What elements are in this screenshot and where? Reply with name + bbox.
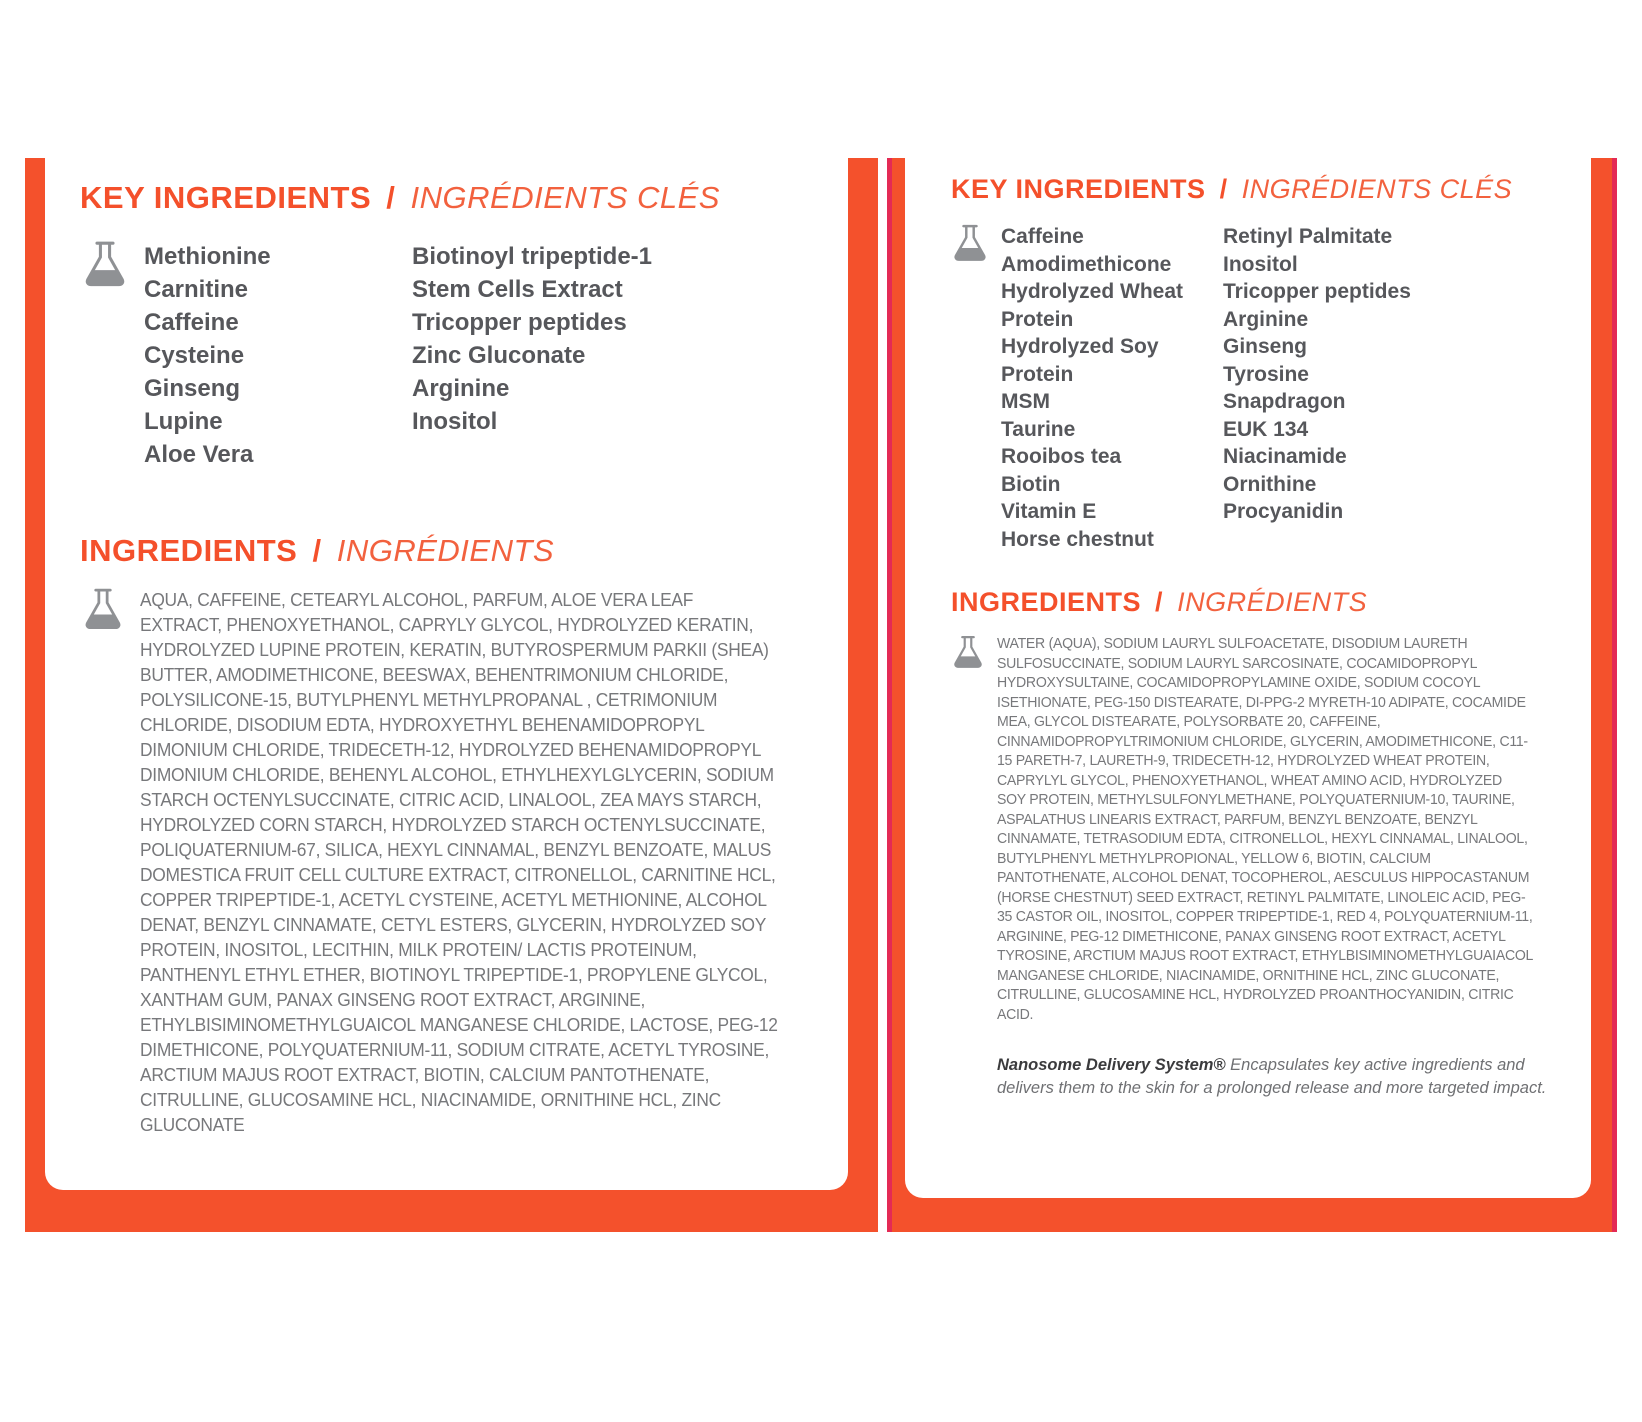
left-key-ingredients-column-1 — [144, 240, 412, 471]
key-ingredient-item: Procyanidin — [1223, 500, 1344, 523]
right-key-ingredients-column-1 — [1001, 223, 1213, 553]
heading-french: INGRÉDIENTS CLÉS — [410, 180, 720, 215]
heading-separator: / — [1219, 174, 1228, 204]
heading-separator: / — [312, 533, 322, 568]
right-panel-content — [905, 158, 1591, 1198]
heading-french: INGRÉDIENTS CLÉS — [1241, 174, 1513, 204]
heading-separator: / — [386, 180, 396, 215]
left-key-ingredients-column-2 — [412, 240, 752, 438]
right-ingredients-list-text: WATER (AQUA), SODIUM LAURYL SULFOACETATE, DISODIUM LAURETH SULFOSUCCINATE, SODIUM LAURYL SARCOSINATE, COCAMIDOPROPYL HYDROXYSULTAINE, COCAMIDOPROPYLAMINE OXIDE, SODIUM COCOYL ISETHIONATE, PEG-150 DISTEARATE, DI-PPG-2 MYRETH-10 ADIPATE, COCAMIDE MEA, GLYCOL DISTEARATE, POLYSORBATE 20, CAFFEINE, CINNAMIDOPROPYLTRIMONIUM CHLORIDE, GLYCERIN, AMODIMETHICONE, C11-15 PARETH-7, LAURETH-9, TRIDECETH-12, HYDROLYZED WHEAT PROTEIN, CAPRYLYL GLYCOL, PHENOXYETHANOL, WHEAT AMINO ACID, HYDROLYZED SOY PROTEIN, METHYLSULFONYLMETHANE, POLYQUATERNIUM-10, TAURINE, ASPALATHUS LINEARIS EXTRACT, PARFUM, BENZYL BENZOATE, BENZYL CINNAMATE, TETRASODIUM EDTA, CITRONELLOL, HEXYL CINNAMAL, LINALOOL, BUTYLPHENYL METHYLPROPIONAL, YELLOW 6, BIOTIN, CALCIUM PANTOTHENATE, ALCOHOL DENAT, TOCOPHEROL, AESCULUS HIPPOCASTANUM (HORSE CHESTNUT) SEED EXTRACT, RETINYL PALMITATE, LINOLEIC ACID, PEG-35 CASTOR OIL, INOSITOL, COPPER TRIPEPTIDE-1, RED 4, POLYQUATERNIUM-11, ARGININE, PEG-12 DIMETHICONE, PANAX GINSENG ROOT EXTRACT, ACETYL TYROSINE, ARCTIUM MAJUS ROOT EXTRACT, ETHYLBISIMINOMETHYLGUAIACOL MANGANESE CHLORIDE, NIACINAMIDE, ORNITHINE HCL, ZINC GLUCONATE, CITRULLINE, GLUCOSAMINE HCL, HYDROLYZED PROANTHOCYANIDIN, CITRIC ACID. — [997, 635, 1533, 1023]
nanosome-delivery-footnote — [997, 1054, 1557, 1100]
left-ingredients-section — [80, 587, 820, 1137]
key-ingredient-item: Ginseng — [144, 375, 241, 402]
key-ingredient-item: Ginseng — [1223, 335, 1308, 358]
right-key-ingredients-section — [951, 223, 1567, 553]
footnote-text: Encapsulates key active ingredients and delivers them to the skin for a prolonged release and more targeted impact. — [997, 1056, 1547, 1097]
footnote-title: Nanosome Delivery System® — [997, 1056, 1226, 1074]
key-ingredient-item: Lupine — [144, 408, 223, 435]
heading-english: INGREDIENTS — [80, 533, 298, 568]
key-ingredient-item: EUK 134 — [1223, 417, 1309, 441]
key-ingredient-item: Hydrolyzed Wheat Protein — [1001, 280, 1184, 331]
left-ingredients-list-text: AQUA, CAFFEINE, CETEARYL ALCOHOL, PARFUM, ALOE VERA LEAF EXTRACT, PHENOXYETHANOL, CAPRYLY GLYCOL, HYDROLYZED KERATIN, HYDROLYZED LUPINE PROTEIN, KERATIN, BUTYROSPERMUM PARKII (SHEA) BUTTER, AMODIMETHICONE, BEESWAX, BEHENTRIMONIUM CHLORIDE, POLYSILICONE-15, BUTYLPHENYL METHYLPROPANAL , CETRIMONIUM CHLORIDE, DISODIUM EDTA, HYDROXYETHYL BEHENAMIDOPROPYL DIMONIUM CHLORIDE, TRIDECETH-12, HYDROLYZED BEHENAMIDOPROPYL DIMONIUM CHLORIDE, BEHENYL ALCOHOL, ETHYLHEXYLGLYCERIN, SODIUM STARCH OCTENYLSUCCINATE, CITRIC ACID, LINALOOL, ZEA MAYS STARCH, HYDROLYZED CORN STARCH, HYDROLYZED STARCH OCTENYLSUCCINATE, POLIQUATERNIUM-67, SILICA, HEXYL CINNAMAL, BENZYL BENZOATE, MALUS DOMESTICA FRUIT CELL CULTURE EXTRACT, CITRONELLOL, CARNITINE HCL, COPPER TRIPEPTIDE-1, ACETYL CYSTEINE, ACETYL METHIONINE, ALCOHOL DENAT, BENZYL CINNAMATE, CETYL ESTERS, GLYCERIN, HYDROLYZED SOY PROTEIN, INOSITOL, LECITHIN, MILK PROTEIN/ LACTIS PROTEINUM, PANTHENYL ETHYL ETHER, BIOTINOYL TRIPEPTIDE-1, PROPYLENE GLYCOL, XANTHAM GUM, PANAX GINSENG ROOT EXTRACT, ARGININE, ETHYLBISIMINOMETHYLGUAICOL MANGANESE CHLORIDE, LACTOSE, PEG-12 DIMETHICONE, POLYQUATERNIUM-11, SODIUM CITRATE, ACETYL TYROSINE, ARCTIUM MAJUS ROOT EXTRACT, BIOTIN, CALCIUM PANTOTHENATE, CITRULLINE, GLUCOSAMINE HCL, NIACINAMIDE, ORNITHINE HCL, ZINC GLUCONATE — [140, 589, 778, 1135]
key-ingredient-item: Inositol — [412, 408, 498, 435]
right-key-ingredients-column-2 — [1223, 223, 1533, 526]
key-ingredient-item: Vitamin E — [1001, 500, 1097, 523]
key-ingredient-item: Tricopper peptides — [1223, 280, 1411, 303]
key-ingredient-item: Inositol — [1223, 252, 1298, 276]
key-ingredient-item: Retinyl Palmitate — [1223, 225, 1393, 248]
right-ingredients-heading — [951, 587, 1567, 618]
key-ingredient-item: Snapdragon — [1223, 390, 1346, 413]
heading-french: INGRÉDIENTS — [336, 533, 555, 568]
key-ingredient-item: MSM — [1001, 390, 1050, 413]
key-ingredient-item: Biotinoyl tripeptide-1 — [412, 243, 652, 270]
key-ingredient-item: Horse chestnut — [1001, 527, 1154, 551]
key-ingredient-item: Aloe Vera — [144, 441, 254, 468]
right-ingredients-section — [951, 634, 1567, 1024]
key-ingredient-item: Stem Cells Extract — [412, 276, 623, 303]
key-ingredient-item: Caffeine — [144, 309, 239, 336]
key-ingredient-item: Carnitine — [144, 276, 249, 303]
heading-english: INGREDIENTS — [951, 587, 1142, 617]
key-ingredient-item: Rooibos tea — [1001, 445, 1122, 468]
flask-icon — [953, 223, 987, 263]
key-ingredient-item: Tricopper peptides — [412, 309, 627, 336]
key-ingredient-item: Amodimethicone — [1001, 252, 1172, 276]
key-ingredient-item: Caffeine — [1001, 225, 1084, 248]
key-ingredient-item: Arginine — [1223, 307, 1309, 331]
key-ingredient-item: Hydrolyzed Soy Protein — [1001, 335, 1159, 386]
key-ingredient-item: Biotin — [1001, 472, 1061, 496]
key-ingredient-item: Taurine — [1001, 417, 1076, 441]
left-ingredients-heading — [80, 533, 820, 569]
key-ingredient-item: Ornithine — [1223, 472, 1317, 496]
left-ingredients-panel — [25, 158, 878, 1232]
right-ingredients-panel — [887, 158, 1617, 1232]
key-ingredient-item: Methionine — [144, 243, 271, 270]
flask-icon — [953, 634, 983, 670]
heading-english: KEY INGREDIENTS — [80, 180, 372, 215]
heading-separator: / — [1155, 587, 1164, 617]
key-ingredient-item: Tyrosine — [1223, 362, 1309, 386]
left-panel-content — [45, 158, 848, 1190]
key-ingredient-item: Zinc Gluconate — [412, 342, 586, 369]
key-ingredient-item: Niacinamide — [1223, 445, 1347, 468]
heading-english: KEY INGREDIENTS — [951, 174, 1206, 204]
right-key-ingredients-heading — [951, 174, 1567, 205]
left-key-ingredients-heading — [80, 180, 820, 216]
left-key-ingredients-section — [80, 240, 820, 471]
key-ingredient-item: Arginine — [412, 375, 510, 402]
flask-icon — [84, 240, 126, 288]
heading-french: INGRÉDIENTS — [1177, 587, 1368, 617]
key-ingredient-item: Cysteine — [144, 342, 245, 369]
flask-icon — [84, 587, 122, 631]
